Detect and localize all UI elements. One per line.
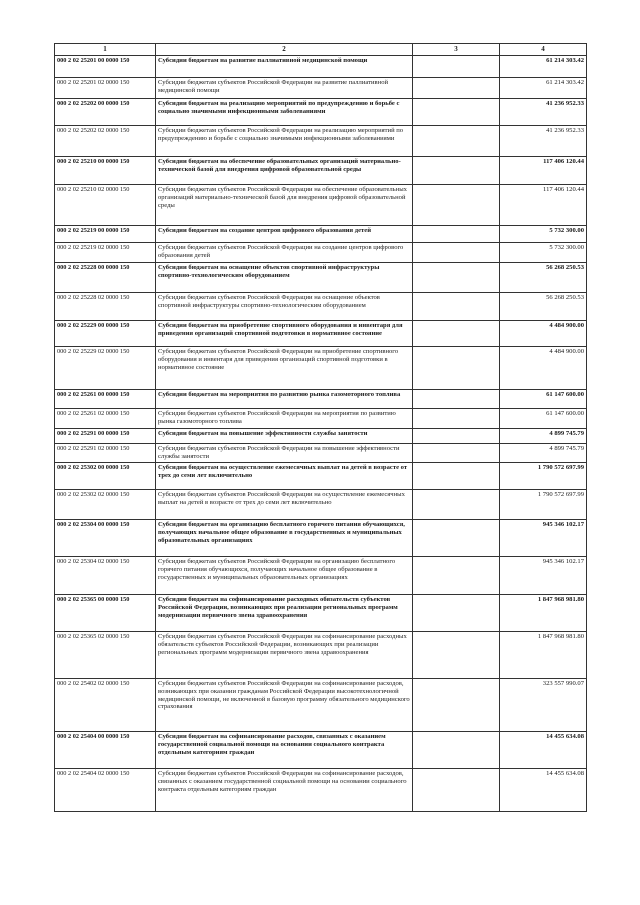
code-cell: 000 2 02 25202 02 0000 150 [55, 126, 156, 157]
table-row [55, 226, 587, 243]
table-row [55, 126, 587, 157]
name-cell: Субсидии бюджетам на софинансирование расходов, связанных с оказанием государственной социальной помощи на основании социального контракта отдельным категориям граждан [156, 732, 413, 769]
table-row [55, 490, 587, 520]
table-row [55, 56, 587, 78]
name-cell: Субсидии бюджетам субъектов Российской Федерации на софинансирование расходов, возникающих при оказании гражданам Российской Федерации высокотехнологичной медицинской помощи, не включенной в базовую программу обязательного медицинского страхования [156, 679, 413, 732]
amount-cell: 5 732 300.00 [500, 226, 587, 243]
col3-cell [413, 185, 500, 226]
col3-cell [413, 56, 500, 78]
col3-cell [413, 595, 500, 632]
col3-cell [413, 99, 500, 126]
col3-cell [413, 293, 500, 321]
table-row [55, 769, 587, 812]
amount-cell: 4 899 745.79 [500, 429, 587, 444]
amount-cell: 1 790 572 697.99 [500, 490, 587, 520]
name-cell: Субсидии бюджетам субъектов Российской Федерации на софинансирование расходных обязательств субъектов Российской Федерации, возникающих при реализации региональных программ модернизации первичного звена здравоохранения [156, 632, 413, 679]
header-col-2: 2 [156, 44, 413, 56]
table-row [55, 390, 587, 409]
name-cell: Субсидии бюджетам субъектов Российской Федерации на софинансирование расходов, связанных с оказанием государственной социальной помощи на основании социального контракта отдельным категориям граждан [156, 769, 413, 812]
name-cell: Субсидии бюджетам субъектов Российской Федерации на организацию бесплатного горячего питания обучающихся, получающих начальное общее образование в государственных и муниципальных образовательных организациях [156, 557, 413, 595]
col3-cell [413, 78, 500, 99]
col3-cell [413, 490, 500, 520]
amount-cell: 14 455 634.08 [500, 732, 587, 769]
table-row [55, 185, 587, 226]
amount-cell: 323 557 990.07 [500, 679, 587, 732]
name-cell: Субсидии бюджетам на осуществление ежемесячных выплат на детей в возрасте от трех до семи лет включительно [156, 463, 413, 490]
header-col-1: 1 [55, 44, 156, 56]
header-row [55, 44, 587, 56]
table-row [55, 293, 587, 321]
amount-cell: 61 214 303.42 [500, 78, 587, 99]
amount-cell: 61 214 303.42 [500, 56, 587, 78]
col3-cell [413, 226, 500, 243]
name-cell: Субсидии бюджетам субъектов Российской Федерации на реализацию мероприятий по предупреждению и борьбе с социально значимыми инфекционными заболеваниями [156, 126, 413, 157]
code-cell: 000 2 02 25304 02 0000 150 [55, 557, 156, 595]
name-cell: Субсидии бюджетам на обеспечение образовательных организаций материально-технической базой для внедрения цифровой образовательной среды [156, 157, 413, 185]
name-cell: Субсидии бюджетам субъектов Российской Федерации на развитие паллиативной медицинской помощи [156, 78, 413, 99]
col3-cell [413, 769, 500, 812]
table-row [55, 595, 587, 632]
amount-cell: 945 346 102.17 [500, 520, 587, 557]
table-row [55, 99, 587, 126]
name-cell: Субсидии бюджетам субъектов Российской Федерации на приобретение спортивного оборудования и инвентаря для приведения организаций спортивной подготовки в нормативное состояние [156, 347, 413, 390]
code-cell: 000 2 02 25365 02 0000 150 [55, 632, 156, 679]
revenue-table [54, 43, 587, 812]
amount-cell: 1 790 572 697.99 [500, 463, 587, 490]
code-cell: 000 2 02 25291 02 0000 150 [55, 444, 156, 463]
header-col-4: 4 [500, 44, 587, 56]
code-cell: 000 2 02 25302 02 0000 150 [55, 490, 156, 520]
code-cell: 000 2 02 25201 00 0000 150 [55, 56, 156, 78]
table-row [55, 444, 587, 463]
col3-cell [413, 463, 500, 490]
col3-cell [413, 409, 500, 429]
table-row [55, 78, 587, 99]
amount-cell: 4 484 900.00 [500, 321, 587, 347]
amount-cell: 61 147 600.00 [500, 409, 587, 429]
name-cell: Субсидии бюджетам на приобретение спортивного оборудования и инвентаря для приведения организаций спортивной подготовки в нормативное состояние [156, 321, 413, 347]
col3-cell [413, 321, 500, 347]
col3-cell [413, 557, 500, 595]
name-cell: Субсидии бюджетам субъектов Российской Федерации на обеспечение образовательных организаций материально-технической базой для внедрения цифровой образовательной среды [156, 185, 413, 226]
table-body [55, 56, 587, 812]
code-cell: 000 2 02 25304 00 0000 150 [55, 520, 156, 557]
code-cell: 000 2 02 25210 00 0000 150 [55, 157, 156, 185]
table-row [55, 409, 587, 429]
code-cell: 000 2 02 25228 00 0000 150 [55, 263, 156, 293]
name-cell: Субсидии бюджетам на реализацию мероприятий по предупреждению и борьбе с социально значимыми инфекционными заболеваниями [156, 99, 413, 126]
name-cell: Субсидии бюджетам на создание центров цифрового образования детей [156, 226, 413, 243]
col3-cell [413, 632, 500, 679]
name-cell: Субсидии бюджетам субъектов Российской Федерации на создание центров цифрового образования детей [156, 243, 413, 263]
code-cell: 000 2 02 25219 00 0000 150 [55, 226, 156, 243]
name-cell: Субсидии бюджетам на повышение эффективности службы занятости [156, 429, 413, 444]
table-row [55, 632, 587, 679]
header-col-3: 3 [413, 44, 500, 56]
table-row [55, 557, 587, 595]
code-cell: 000 2 02 25201 02 0000 150 [55, 78, 156, 99]
table-row [55, 347, 587, 390]
code-cell: 000 2 02 25365 00 0000 150 [55, 595, 156, 632]
table-row [55, 679, 587, 732]
name-cell: Субсидии бюджетам на оснащение объектов спортивной инфраструктуры спортивно-технологическим оборудованием [156, 263, 413, 293]
code-cell: 000 2 02 25302 00 0000 150 [55, 463, 156, 490]
table-row [55, 243, 587, 263]
code-cell: 000 2 02 25228 02 0000 150 [55, 293, 156, 321]
col3-cell [413, 429, 500, 444]
amount-cell: 1 847 968 981.80 [500, 632, 587, 679]
amount-cell: 14 455 634.08 [500, 769, 587, 812]
code-cell: 000 2 02 25261 00 0000 150 [55, 390, 156, 409]
table-row [55, 463, 587, 490]
table-row [55, 520, 587, 557]
col3-cell [413, 263, 500, 293]
code-cell: 000 2 02 25210 02 0000 150 [55, 185, 156, 226]
name-cell: Субсидии бюджетам субъектов Российской Федерации на осуществление ежемесячных выплат на детей в возрасте от трех до семи лет включительно [156, 490, 413, 520]
col3-cell [413, 390, 500, 409]
code-cell: 000 2 02 25404 02 0000 150 [55, 769, 156, 812]
amount-cell: 56 268 250.53 [500, 293, 587, 321]
amount-cell: 5 732 300.00 [500, 243, 587, 263]
col3-cell [413, 243, 500, 263]
col3-cell [413, 126, 500, 157]
col3-cell [413, 157, 500, 185]
amount-cell: 945 346 102.17 [500, 557, 587, 595]
code-cell: 000 2 02 25229 02 0000 150 [55, 347, 156, 390]
amount-cell: 56 268 250.53 [500, 263, 587, 293]
col3-cell [413, 520, 500, 557]
col3-cell [413, 347, 500, 390]
col3-cell [413, 732, 500, 769]
name-cell: Субсидии бюджетам на организацию бесплатного горячего питания обучающихся, получающих начальное общее образование в государственных и муниципальных образовательных организациях [156, 520, 413, 557]
code-cell: 000 2 02 25229 00 0000 150 [55, 321, 156, 347]
amount-cell: 41 236 952.33 [500, 126, 587, 157]
amount-cell: 4 484 900.00 [500, 347, 587, 390]
name-cell: Субсидии бюджетам субъектов Российской Федерации на повышение эффективности службы занятости [156, 444, 413, 463]
amount-cell: 61 147 600.00 [500, 390, 587, 409]
code-cell: 000 2 02 25291 00 0000 150 [55, 429, 156, 444]
table-row [55, 263, 587, 293]
table-row [55, 429, 587, 444]
amount-cell: 1 847 968 981.80 [500, 595, 587, 632]
name-cell: Субсидии бюджетам на мероприятия по развитию рынка газомоторного топлива [156, 390, 413, 409]
name-cell: Субсидии бюджетам субъектов Российской Федерации на оснащение объектов спортивной инфраструктуры спортивно-технологическим оборудованием [156, 293, 413, 321]
amount-cell: 117 406 120.44 [500, 157, 587, 185]
table-header [55, 44, 587, 56]
table-row [55, 157, 587, 185]
amount-cell: 117 406 120.44 [500, 185, 587, 226]
table-row [55, 732, 587, 769]
name-cell: Субсидии бюджетам на развитие паллиативной медицинской помощи [156, 56, 413, 78]
code-cell: 000 2 02 25219 02 0000 150 [55, 243, 156, 263]
amount-cell: 41 236 952.33 [500, 99, 587, 126]
col3-cell [413, 444, 500, 463]
table-row [55, 321, 587, 347]
code-cell: 000 2 02 25402 02 0000 150 [55, 679, 156, 732]
code-cell: 000 2 02 25261 02 0000 150 [55, 409, 156, 429]
amount-cell: 4 899 745.79 [500, 444, 587, 463]
code-cell: 000 2 02 25202 00 0000 150 [55, 99, 156, 126]
code-cell: 000 2 02 25404 00 0000 150 [55, 732, 156, 769]
name-cell: Субсидии бюджетам на софинансирование расходных обязательств субъектов Российской Федерации, возникающих при реализации региональных программ модернизации первичного звена здравоохранения [156, 595, 413, 632]
name-cell: Субсидии бюджетам субъектов Российской Федерации на мероприятия по развитию рынка газомоторного топлива [156, 409, 413, 429]
col3-cell [413, 679, 500, 732]
